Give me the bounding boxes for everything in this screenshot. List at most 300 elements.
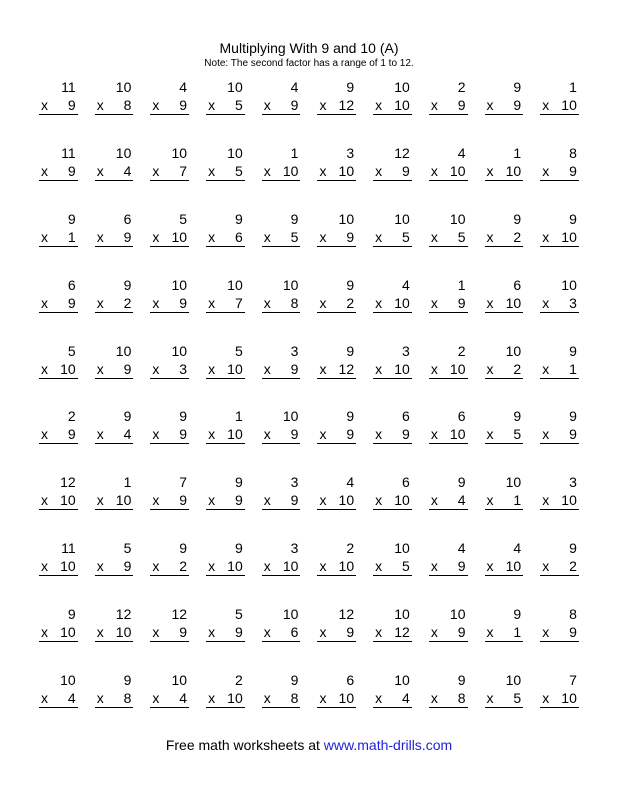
multiply-sign: x [542, 426, 550, 443]
second-factor-line [485, 294, 524, 313]
second-factor: 7 [234, 294, 243, 311]
second-factor-line [317, 689, 356, 708]
second-factor: 10 [60, 492, 76, 509]
second-factor-line [206, 689, 245, 708]
problem-73 [133, 540, 189, 606]
problem-82 [78, 606, 134, 672]
multiply-sign: x [41, 360, 48, 377]
problem-6 [300, 79, 356, 145]
first-factor: 6 [457, 408, 466, 425]
second-factor: 9 [457, 624, 466, 641]
first-factor: 9 [179, 540, 188, 557]
second-factor-line [95, 162, 134, 181]
problem-75 [245, 540, 301, 606]
problem-21 [22, 211, 78, 277]
problem-32 [78, 277, 134, 343]
problem-58 [412, 408, 468, 474]
problem-3 [133, 79, 189, 145]
multiply-sign: x [41, 97, 48, 113]
second-factor-line [206, 425, 245, 444]
second-factor-line [95, 491, 134, 510]
problem-81 [22, 606, 78, 672]
second-factor-line [373, 294, 412, 313]
first-factor: 5 [67, 342, 76, 359]
problem-35 [245, 277, 301, 343]
multiply-sign: x [542, 294, 550, 311]
problem-16 [300, 145, 356, 211]
problem-61 [22, 474, 78, 540]
second-factor-line [150, 294, 189, 313]
problem-38 [412, 277, 468, 343]
multiply-sign: x [542, 162, 550, 179]
multiply-sign: x [542, 492, 550, 509]
multiply-sign: x [486, 558, 494, 575]
second-factor: 9 [123, 228, 132, 245]
first-factor: 9 [234, 540, 243, 557]
problem-68 [412, 474, 468, 540]
multiply-sign: x [96, 228, 104, 245]
second-factor-line [485, 228, 524, 247]
problem-91 [22, 672, 78, 738]
problem-76 [300, 540, 356, 606]
problem-9 [468, 79, 524, 145]
problem-90 [523, 606, 579, 672]
second-factor-line [95, 294, 134, 313]
second-factor-line [262, 491, 301, 510]
multiply-sign: x [41, 162, 48, 179]
second-factor-line [206, 491, 245, 510]
second-factor-line [317, 557, 356, 576]
second-factor-line [317, 294, 356, 313]
second-factor: 5 [290, 228, 299, 245]
second-factor-line [95, 96, 134, 115]
first-factor: 9 [569, 540, 577, 557]
first-factor: 10 [115, 79, 132, 95]
first-factor: 10 [171, 342, 188, 359]
multiply-sign: x [375, 690, 383, 707]
first-factor: 7 [569, 672, 577, 689]
problem-20 [523, 145, 579, 211]
first-factor: 9 [346, 276, 355, 293]
second-factor: 10 [561, 228, 577, 245]
first-factor: 1 [513, 144, 522, 161]
multiply-sign: x [319, 624, 327, 641]
second-factor: 9 [513, 97, 522, 113]
multiply-sign: x [41, 690, 48, 707]
second-factor: 10 [561, 492, 577, 509]
second-factor-line [39, 689, 78, 708]
first-factor: 1 [290, 144, 299, 161]
second-factor-line [206, 228, 245, 247]
multiply-sign: x [430, 228, 438, 245]
problem-99 [468, 672, 524, 738]
second-factor-line [150, 425, 189, 444]
second-factor: 9 [67, 97, 76, 113]
second-factor: 10 [394, 294, 410, 311]
second-factor-line [262, 96, 301, 115]
second-factor-line [39, 162, 78, 181]
second-factor-line [485, 425, 524, 444]
problem-77 [356, 540, 412, 606]
first-factor: 10 [227, 79, 243, 95]
multiply-sign: x [430, 690, 438, 707]
multiply-sign: x [319, 690, 327, 707]
multiply-sign: x [542, 360, 550, 377]
problem-88 [412, 606, 468, 672]
problem-57 [356, 408, 412, 474]
first-factor: 9 [569, 342, 577, 359]
problem-53 [133, 408, 189, 474]
first-factor: 1 [457, 276, 466, 293]
second-factor: 3 [179, 360, 188, 377]
multiply-sign: x [319, 360, 327, 377]
second-factor-line [206, 360, 245, 379]
problem-95 [245, 672, 301, 738]
second-factor: 2 [569, 558, 577, 575]
first-factor: 12 [394, 144, 410, 161]
first-factor: 2 [457, 79, 466, 95]
second-factor: 9 [569, 426, 577, 443]
range-note: Note: The second factor has a range of 1 to 12. [204, 58, 414, 69]
second-factor-line [206, 294, 245, 313]
first-factor: 10 [282, 408, 299, 425]
second-factor-line [540, 689, 579, 708]
multiply-sign: x [152, 492, 160, 509]
multiply-sign: x [152, 360, 160, 377]
second-factor: 9 [569, 162, 577, 179]
problem-54 [189, 408, 245, 474]
first-factor: 6 [513, 276, 522, 293]
first-factor: 3 [290, 342, 299, 359]
second-factor-line [262, 557, 301, 576]
first-factor: 8 [569, 144, 577, 161]
second-factor-line [540, 623, 579, 642]
multiply-sign: x [152, 690, 160, 707]
multiply-sign: x [375, 492, 383, 509]
second-factor: 9 [179, 492, 188, 509]
second-factor-line [95, 623, 134, 642]
multiply-sign: x [96, 426, 104, 443]
first-factor: 11 [61, 144, 76, 161]
first-factor: 10 [449, 606, 466, 623]
problem-1 [22, 79, 78, 145]
second-factor-line [485, 491, 524, 510]
multiply-sign: x [319, 492, 327, 509]
multiply-sign: x [263, 360, 271, 377]
problem-19 [468, 145, 524, 211]
second-factor-line [150, 360, 189, 379]
second-factor: 10 [394, 360, 410, 377]
first-factor: 10 [394, 210, 410, 227]
second-factor: 10 [227, 558, 243, 575]
second-factor-line [540, 294, 579, 313]
multiply-sign: x [208, 690, 216, 707]
second-factor-line [317, 491, 356, 510]
multiply-sign: x [430, 97, 438, 113]
second-factor: 5 [234, 162, 243, 179]
second-factor-line [485, 162, 524, 181]
second-factor-line [485, 623, 524, 642]
problem-25 [245, 211, 301, 277]
problem-72 [78, 540, 134, 606]
second-factor-line [429, 689, 468, 708]
second-factor-line [39, 491, 78, 510]
problem-17 [356, 145, 412, 211]
problem-63 [133, 474, 189, 540]
second-factor: 5 [513, 690, 522, 707]
second-factor-line [39, 425, 78, 444]
second-factor: 4 [179, 690, 188, 707]
problem-36 [300, 277, 356, 343]
first-factor: 4 [290, 79, 299, 95]
first-factor: 10 [505, 342, 522, 359]
second-factor-line [429, 623, 468, 642]
problem-37 [356, 277, 412, 343]
multiply-sign: x [486, 690, 494, 707]
second-factor: 10 [227, 690, 243, 707]
first-factor: 1 [569, 79, 577, 95]
first-factor: 5 [234, 342, 243, 359]
first-factor: 9 [513, 606, 522, 623]
second-factor-line [429, 96, 468, 115]
multiply-sign: x [41, 294, 48, 311]
multiply-sign: x [375, 558, 383, 575]
first-factor: 4 [457, 540, 466, 557]
problem-7 [356, 79, 412, 145]
second-factor: 10 [449, 162, 466, 179]
multiply-sign: x [41, 228, 48, 245]
multiply-sign: x [263, 294, 271, 311]
first-factor: 10 [505, 474, 522, 491]
problem-85 [245, 606, 301, 672]
second-factor: 4 [123, 162, 132, 179]
first-factor: 4 [513, 540, 522, 557]
second-factor-line [262, 689, 301, 708]
second-factor-line [150, 228, 189, 247]
multiply-sign: x [96, 162, 104, 179]
multiply-sign: x [96, 360, 104, 377]
second-factor: 10 [282, 558, 299, 575]
first-factor: 9 [569, 210, 577, 227]
second-factor-line [95, 425, 134, 444]
first-factor: 6 [67, 276, 76, 293]
first-factor: 9 [457, 672, 466, 689]
second-factor-line [95, 689, 134, 708]
second-factor: 9 [67, 294, 76, 311]
first-factor: 12 [115, 606, 132, 623]
multiply-sign: x [486, 360, 494, 377]
problem-64 [189, 474, 245, 540]
multiply-sign: x [208, 228, 216, 245]
page-title: Multiplying With 9 and 10 (A) [219, 40, 399, 56]
first-factor: 4 [179, 79, 188, 95]
first-factor: 6 [402, 408, 410, 425]
first-factor: 10 [505, 672, 522, 689]
problem-51 [22, 408, 78, 474]
second-factor-line [429, 425, 468, 444]
first-factor: 10 [171, 144, 188, 161]
second-factor: 10 [394, 492, 410, 509]
first-factor: 12 [338, 606, 355, 623]
multiply-sign: x [263, 97, 271, 113]
second-factor-line [540, 360, 579, 379]
second-factor: 9 [346, 426, 355, 443]
second-factor: 2 [346, 294, 355, 311]
second-factor-line [150, 623, 189, 642]
second-factor-line [540, 96, 579, 115]
second-factor-line [373, 360, 412, 379]
multiply-sign: x [430, 624, 438, 641]
second-factor: 9 [123, 558, 132, 575]
first-factor: 9 [513, 79, 522, 95]
second-factor-line [150, 96, 189, 115]
second-factor: 8 [123, 97, 132, 113]
first-factor: 11 [61, 79, 76, 95]
multiply-sign: x [375, 426, 383, 443]
problem-22 [78, 211, 134, 277]
second-factor: 9 [179, 624, 188, 641]
problem-10 [523, 79, 579, 145]
first-factor: 10 [394, 606, 410, 623]
multiply-sign: x [41, 558, 48, 575]
problem-31 [22, 277, 78, 343]
second-factor-line [429, 228, 468, 247]
multiply-sign: x [208, 294, 216, 311]
first-factor: 3 [346, 144, 355, 161]
multiply-sign: x [319, 558, 327, 575]
second-factor-line [262, 294, 301, 313]
second-factor-line [317, 623, 356, 642]
multiply-sign: x [152, 162, 160, 179]
first-factor: 12 [171, 606, 188, 623]
problem-23 [133, 211, 189, 277]
first-factor: 10 [227, 144, 243, 161]
second-factor-line [540, 425, 579, 444]
problem-5 [245, 79, 301, 145]
multiply-sign: x [430, 558, 438, 575]
second-factor: 10 [338, 492, 355, 509]
second-factor-line [317, 162, 356, 181]
problem-49 [468, 343, 524, 409]
multiply-sign: x [375, 624, 383, 641]
multiply-sign: x [486, 624, 494, 641]
second-factor: 5 [402, 558, 410, 575]
second-factor-line [262, 425, 301, 444]
multiply-sign: x [542, 624, 550, 641]
first-factor: 1 [234, 408, 243, 425]
second-factor-line [206, 557, 245, 576]
problem-92 [78, 672, 134, 738]
first-factor: 9 [513, 210, 522, 227]
multiply-sign: x [542, 690, 550, 707]
first-factor: 4 [457, 144, 466, 161]
first-factor: 2 [234, 672, 243, 689]
first-factor: 10 [115, 144, 132, 161]
multiply-sign: x [152, 558, 160, 575]
problem-18 [412, 145, 468, 211]
second-factor: 10 [338, 162, 355, 179]
footer [0, 737, 618, 754]
multiply-sign: x [208, 426, 216, 443]
first-factor: 10 [171, 276, 188, 293]
problem-28 [412, 211, 468, 277]
problem-41 [22, 343, 78, 409]
second-factor: 10 [394, 97, 410, 113]
first-factor: 6 [346, 672, 355, 689]
first-factor: 8 [569, 606, 577, 623]
second-factor: 9 [290, 360, 299, 377]
problem-59 [468, 408, 524, 474]
problem-62 [78, 474, 134, 540]
multiply-sign: x [96, 294, 104, 311]
first-factor: 9 [457, 474, 466, 491]
first-factor: 6 [402, 474, 410, 491]
problem-94 [189, 672, 245, 738]
first-factor: 9 [569, 408, 577, 425]
second-factor: 7 [179, 162, 188, 179]
multiply-sign: x [263, 228, 271, 245]
second-factor: 5 [513, 426, 522, 443]
multiply-sign: x [96, 624, 104, 641]
multiply-sign: x [319, 97, 327, 113]
second-factor: 10 [505, 294, 522, 311]
second-factor: 10 [60, 360, 76, 377]
second-factor: 10 [171, 228, 188, 245]
second-factor: 9 [569, 624, 577, 641]
multiply-sign: x [208, 492, 216, 509]
problem-66 [300, 474, 356, 540]
multiply-sign: x [542, 228, 550, 245]
second-factor-line [429, 491, 468, 510]
second-factor-line [262, 360, 301, 379]
first-factor: 4 [346, 474, 355, 491]
multiply-sign: x [319, 162, 327, 179]
problem-24 [189, 211, 245, 277]
multiply-sign: x [430, 426, 438, 443]
multiply-sign: x [319, 426, 327, 443]
multiply-sign: x [96, 690, 104, 707]
problem-56 [300, 408, 356, 474]
first-factor: 7 [179, 474, 188, 491]
second-factor: 12 [338, 97, 355, 113]
second-factor-line [485, 96, 524, 115]
multiply-sign: x [263, 426, 271, 443]
first-factor: 10 [449, 210, 466, 227]
multiply-sign: x [319, 228, 327, 245]
first-factor: 5 [179, 210, 188, 227]
multiply-sign: x [41, 624, 48, 641]
multiply-sign: x [319, 294, 327, 311]
second-factor-line [373, 228, 412, 247]
multiply-sign: x [542, 97, 550, 113]
problem-14 [189, 145, 245, 211]
problem-78 [412, 540, 468, 606]
first-factor: 3 [569, 474, 577, 491]
multiply-sign: x [430, 294, 438, 311]
worksheet-header [0, 40, 618, 70]
multiply-sign: x [96, 97, 104, 113]
second-factor: 4 [457, 492, 466, 509]
second-factor-line [150, 491, 189, 510]
second-factor-line [429, 557, 468, 576]
first-factor: 5 [123, 540, 132, 557]
first-factor: 9 [67, 210, 76, 227]
second-factor-line [262, 162, 301, 181]
second-factor: 10 [282, 162, 299, 179]
multiply-sign: x [486, 294, 494, 311]
footer-link[interactable]: www.math-drills.com [323, 737, 453, 753]
problem-11 [22, 145, 78, 211]
